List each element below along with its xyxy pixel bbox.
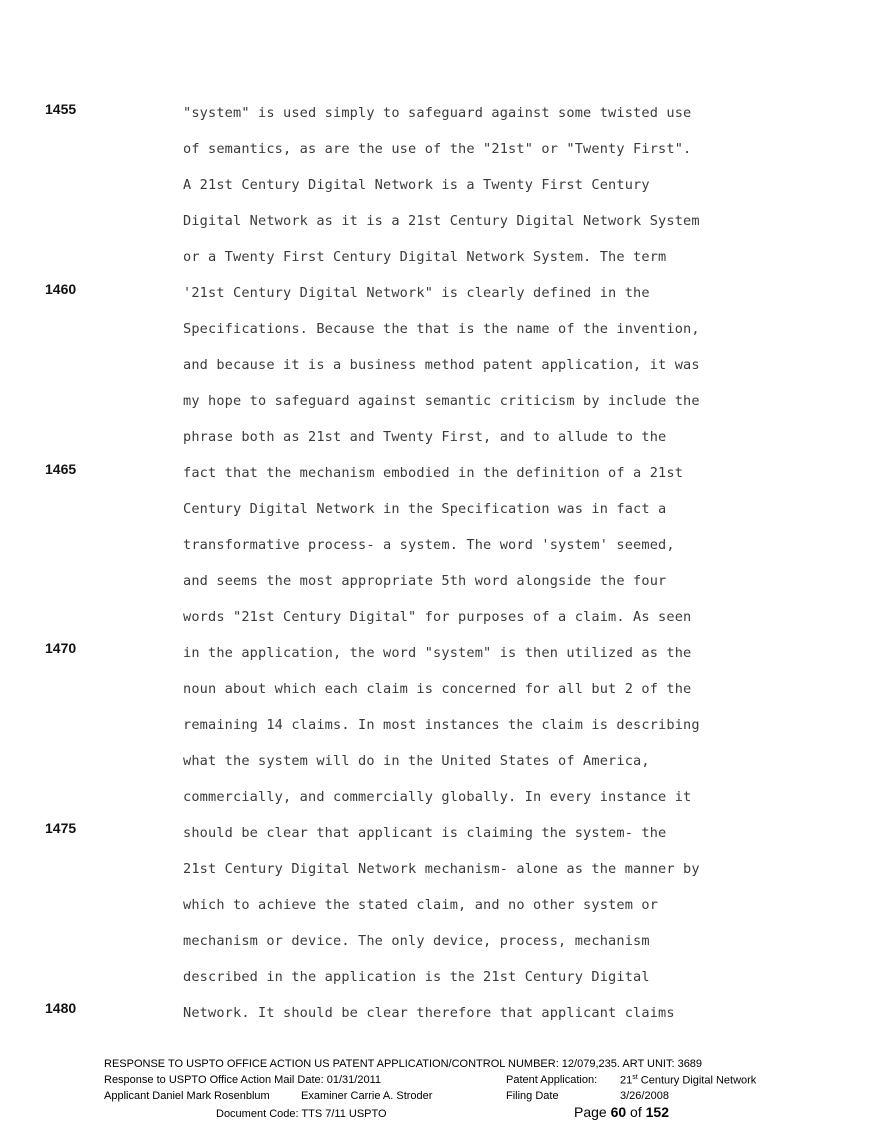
body-text-line: Century Digital Network in the Specification was in fact a bbox=[183, 501, 667, 517]
body-text-line: and seems the most appropriate 5th word alongside the four bbox=[183, 573, 667, 589]
body-text-line: noun about which each claim is concerned for all but 2 of the bbox=[183, 681, 692, 697]
body-text-line: or a Twenty First Century Digital Network System. The term bbox=[183, 249, 667, 265]
footer-patent-application-label: Patent Application: bbox=[506, 1074, 598, 1086]
footer-applicant: Applicant Daniel Mark Rosenblum bbox=[104, 1090, 270, 1102]
line-number: 1475 bbox=[45, 820, 77, 836]
body-text-line: '21st Century Digital Network" is clearly defined in the bbox=[183, 285, 650, 301]
body-text-line: A 21st Century Digital Network is a Twenty First Century bbox=[183, 177, 650, 193]
body-text-line: "system" is used simply to safeguard against some twisted use bbox=[183, 105, 692, 121]
body-text-line: which to achieve the stated claim, and no other system or bbox=[183, 897, 659, 913]
body-text-line: phrase both as 21st and Twenty First, and to allude to the bbox=[183, 429, 667, 445]
line-number: 1465 bbox=[45, 461, 77, 477]
footer-page-number: Page 60 of 152 bbox=[574, 1104, 669, 1120]
body-text-line: fact that the mechanism embodied in the definition of a 21st bbox=[183, 465, 684, 481]
footer-mail-date: Response to USPTO Office Action Mail Date: 01/31/2011 bbox=[104, 1074, 381, 1086]
footer-filing-date: 3/26/2008 bbox=[620, 1090, 669, 1102]
line-number: 1480 bbox=[45, 1000, 77, 1016]
body-text-line: commercially, and commercially globally. In every instance it bbox=[183, 789, 692, 805]
body-text-line: described in the application is the 21st Century Digital bbox=[183, 969, 650, 985]
line-number: 1460 bbox=[45, 281, 77, 297]
body-text-line: Network. It should be clear therefore that applicant claims bbox=[183, 1005, 675, 1021]
body-text-line: transformative process- a system. The word 'system' seemed, bbox=[183, 537, 675, 553]
body-text-line: and because it is a business method patent application, it was bbox=[183, 357, 700, 373]
line-number: 1470 bbox=[45, 640, 77, 656]
body-text-line: should be clear that applicant is claiming the system- the bbox=[183, 825, 667, 841]
body-text-line: what the system will do in the United States of America, bbox=[183, 753, 650, 769]
body-text-line: my hope to safeguard against semantic criticism by include the bbox=[183, 393, 700, 409]
footer-examiner: Examiner Carrie A. Stroder bbox=[301, 1090, 433, 1102]
footer-document-code: Document Code: TTS 7/11 USPTO bbox=[216, 1108, 387, 1120]
body-text-line: in the application, the word "system" is then utilized as the bbox=[183, 645, 692, 661]
body-text-line: mechanism or device. The only device, process, mechanism bbox=[183, 933, 650, 949]
body-text-line: of semantics, as are the use of the "21st" or "Twenty First". bbox=[183, 141, 692, 157]
body-text-line: Specifications. Because the that is the name of the invention, bbox=[183, 321, 700, 337]
body-text-line: Digital Network as it is a 21st Century Digital Network System bbox=[183, 213, 700, 229]
body-text-line: 21st Century Digital Network mechanism- alone as the manner by bbox=[183, 861, 700, 877]
footer-control-number: RESPONSE TO USPTO OFFICE ACTION US PATENT APPLICATION/CONTROL NUMBER: 12/079,235. ART UNIT: 3689 bbox=[104, 1058, 703, 1070]
body-text-line: remaining 14 claims. In most instances the claim is describing bbox=[183, 717, 700, 733]
footer-patent-application-title: 21st Century Digital Network bbox=[620, 1074, 757, 1087]
line-number: 1455 bbox=[45, 101, 77, 117]
body-text-line: words "21st Century Digital" for purposes of a claim. As seen bbox=[183, 609, 692, 625]
footer-filing-date-label: Filing Date bbox=[506, 1090, 559, 1102]
